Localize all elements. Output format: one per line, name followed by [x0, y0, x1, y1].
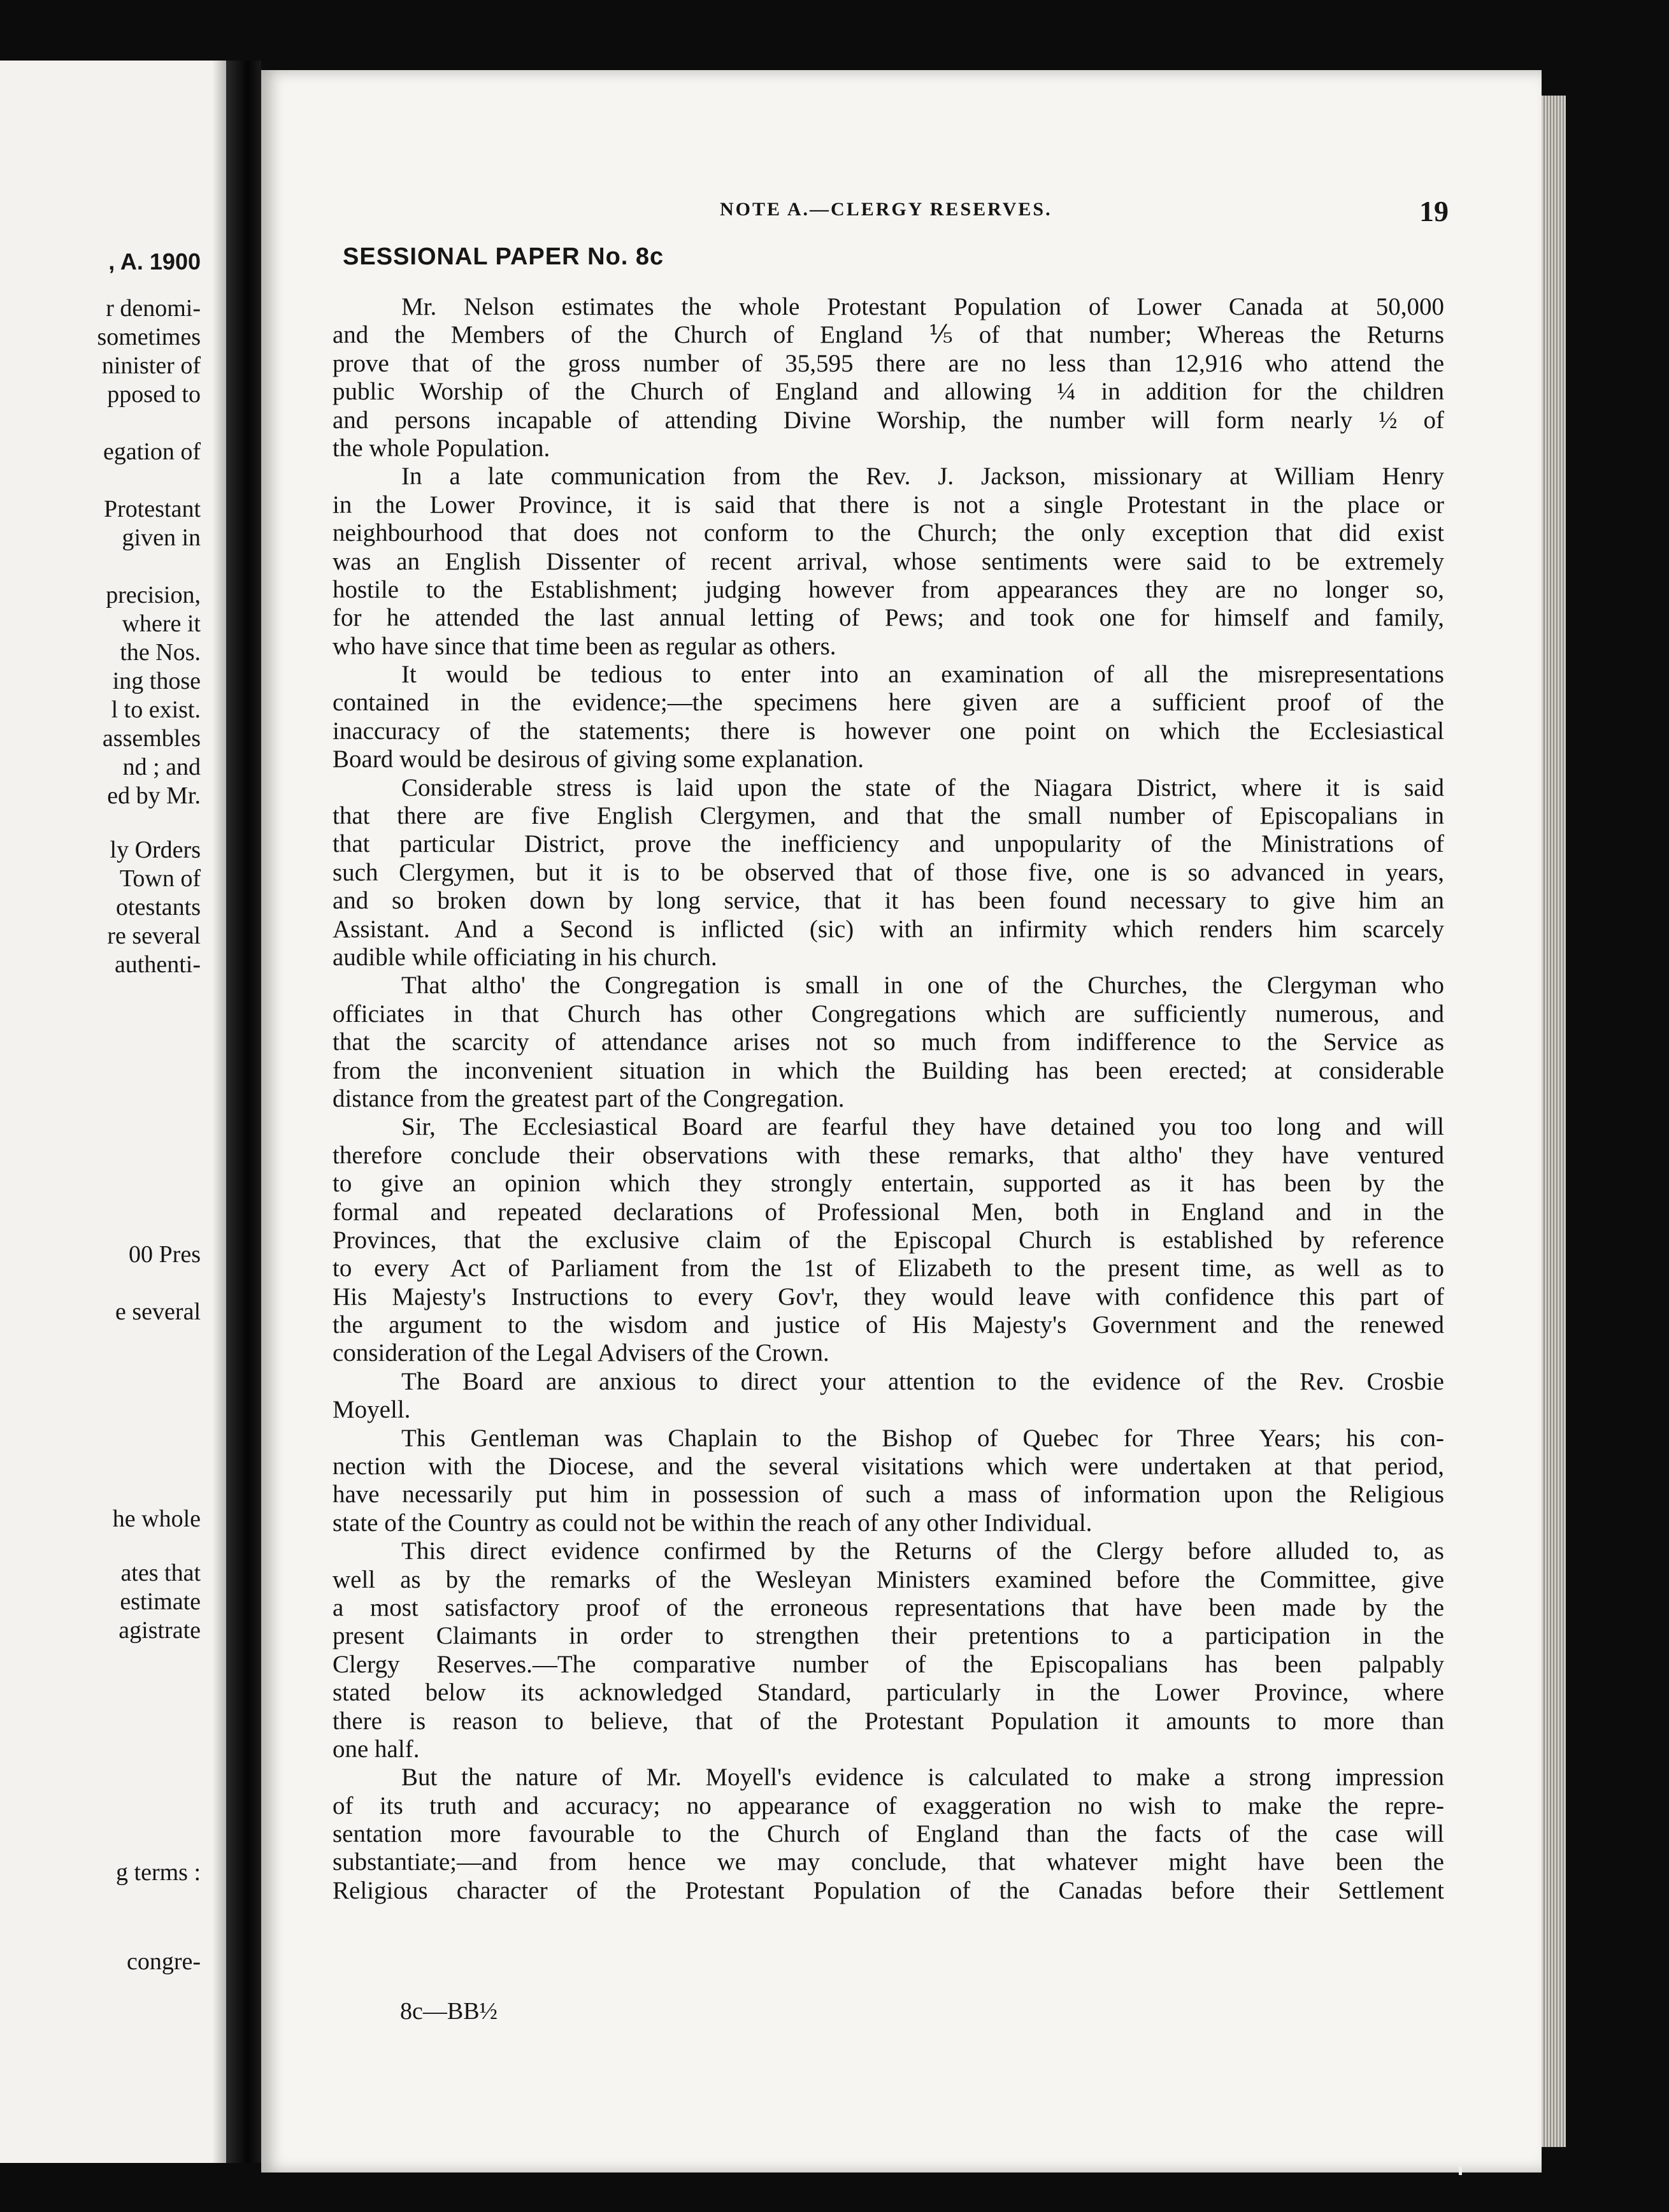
left-text-fragment: precision, [106, 582, 201, 608]
text-line: This direct evidence confirmed by the Returns of the Clergy before alluded to, as [401, 1537, 1444, 1565]
text-line: such Clergymen, but it is to be observed that of those five, one is so advanced in years, [333, 858, 1444, 886]
left-page-header: , A. 1900 [108, 248, 201, 275]
text-line: That altho' the Congregation is small in one of the Churches, the Clergyman who [401, 972, 1444, 1000]
text-line: that particular District, prove the inefficiency and unpopularity of the Ministrations of [333, 830, 1444, 858]
text-line: consideration of the Legal Advisers of the Crown. [333, 1339, 829, 1367]
body-text [333, 293, 1444, 1905]
text-line: to every Act of Parliament from the 1st of Elizabeth to the present time, as well as to [333, 1254, 1444, 1282]
text-line: inaccuracy of the statements; there is however one point on which the Ecclesiastical [333, 717, 1444, 745]
text-line: stated below its acknowledged Standard, particularly in the Lower Province, where [333, 1679, 1444, 1707]
left-text-fragment: ly Orders [110, 837, 201, 863]
text-line: was an English Dissenter of recent arrival, whose sentiments were said to be extremely [333, 547, 1444, 575]
text-line: well as by the remarks of the Wesleyan Ministers examined before the Committee, give [333, 1565, 1444, 1593]
text-line: from the inconvenient situation in which the Building has been erected; at considerable [333, 1056, 1444, 1084]
text-line: audible while officiating in his church. [333, 943, 717, 971]
left-text-fragment: ed by Mr. [107, 782, 201, 809]
text-line: sentation more favourable to the Church of England than the facts of the case will [333, 1820, 1444, 1848]
text-line: contained in the evidence;—the specimens here given are a sufficient proof of the [333, 689, 1444, 717]
text-line: It would be tedious to enter into an examination of all the misrepresentations [401, 661, 1444, 689]
page-stack-edge [1542, 96, 1566, 2147]
left-text-fragment: nd ; and [122, 754, 201, 780]
text-line: substantiate;—and from hence we may conclude, that whatever might have been the [333, 1848, 1444, 1876]
left-text-fragment: 00 Pres [129, 1241, 201, 1268]
text-line: for he attended the last annual letting of Pews; and took one for himself and family, [333, 604, 1444, 632]
left-text-fragment: the Nos. [120, 639, 201, 666]
left-text-fragment: sometimes [97, 324, 201, 350]
text-line: of its truth and accuracy; no appearance of exaggeration no wish to make the repre- [333, 1792, 1444, 1820]
text-line: His Majesty's Instructions to every Gov'r, they would leave with confidence this part of [333, 1282, 1444, 1311]
text-line: formal and repeated declarations of Professional Men, both in England and in the [333, 1198, 1444, 1226]
left-text-fragment: e several [115, 1298, 201, 1325]
text-line: and so broken down by long service, that it has been found necessary to give him an [333, 887, 1444, 915]
left-text-fragment: otestants [116, 894, 201, 921]
left-text-fragment: he whole [112, 1505, 201, 1532]
text-line: who have since that time been as regular as others. [333, 632, 836, 660]
left-text-fragment: where it [122, 610, 201, 637]
text-line: the argument to the wisdom and justice of His Majesty's Government and the renewed [333, 1311, 1444, 1339]
left-text-fragment: congre- [126, 1948, 201, 1975]
signature-mark: 8c—BB½ [400, 1998, 498, 2025]
text-line: Board would be desirous of giving some explanation. [333, 745, 864, 773]
text-line: Provinces, that the exclusive claim of the Episcopal Church is established by reference [333, 1226, 1444, 1254]
text-line: that there are five English Clergymen, and that the small number of Episcopalians in [333, 802, 1444, 830]
left-text-fragment: l to exist. [111, 696, 201, 723]
text-line: In a late communication from the Rev. J. Jackson, missionary at William Henry [401, 463, 1444, 491]
text-line: have necessarily put him in possession of such a mass of information upon the Religious [333, 1481, 1444, 1509]
left-text-fragment: ates that [120, 1560, 201, 1586]
text-line: Moyell. [333, 1396, 411, 1424]
text-line: Assistant. And a Second is inflicted (sic) with an infirmity which renders him scarcely [333, 915, 1444, 943]
text-line: Sir, The Ecclesiastical Board are fearful they have detained you too long and will [401, 1113, 1444, 1141]
scan-speck [1459, 2166, 1462, 2175]
text-line: The Board are anxious to direct your attention to the evidence of the Rev. Crosbie [401, 1367, 1444, 1395]
left-text-fragment: ing those [112, 668, 201, 694]
text-line: Considerable stress is laid upon the state of the Niagara District, where it is said [401, 773, 1444, 801]
text-line: there is reason to believe, that of the Protestant Population it amounts to more than [333, 1707, 1444, 1735]
left-text-fragment: pposed to [107, 381, 201, 408]
text-line: and the Members of the Church of England ⅕ of that number; Whereas the Returns [333, 321, 1444, 349]
text-line: the whole Population. [333, 434, 550, 462]
text-line: therefore conclude their observations with these remarks, that altho' they have ventured [333, 1141, 1444, 1169]
text-line: neighbourhood that does not conform to the Church; the only exception that did exist [333, 519, 1444, 547]
left-text-fragment: g terms : [116, 1859, 201, 1886]
text-line: officiates in that Church has other Congregations which are sufficiently numerous, and [333, 1000, 1444, 1028]
left-page-fragment [0, 61, 226, 2163]
page-number: 19 [1419, 195, 1449, 227]
left-text-fragment: Protestant [104, 496, 201, 522]
left-text-fragment: re several [107, 923, 201, 949]
text-line: nection with the Diocese, and the several visitations which were undertaken at that period, [333, 1453, 1444, 1481]
text-line: Clergy Reserves.—The comparative number of the Episcopalians has been palpably [333, 1650, 1444, 1678]
text-line: state of the Country as could not be within the reach of any other Individual. [333, 1509, 1092, 1537]
text-line: hostile to the Establishment; judging however from appearances they are no longer so, [333, 575, 1444, 603]
book-gutter [226, 61, 261, 2163]
text-line: But the nature of Mr. Moyell's evidence is calculated to make a strong impression [401, 1763, 1444, 1792]
text-line: public Worship of the Church of England and allowing ¼ in addition for the children [333, 378, 1444, 406]
left-text-fragment: estimate [120, 1588, 201, 1615]
text-line: to give an opinion which they strongly entertain, supported as it has been by the [333, 1170, 1444, 1198]
left-text-fragment: ninister of [101, 352, 201, 379]
text-line: distance from the greatest part of the Congregation. [333, 1084, 845, 1112]
text-line: a most satisfactory proof of the erroneous representations that have been made by the [333, 1593, 1444, 1621]
running-head: NOTE A.—CLERGY RESERVES. [720, 199, 1052, 220]
left-text-fragment: assembles [102, 725, 201, 752]
text-line: This Gentleman was Chaplain to the Bishop of Quebec for Three Years; his con- [401, 1424, 1444, 1452]
text-line: prove that of the gross number of 35,595 there are no less than 12,916 who attend the [333, 349, 1444, 377]
left-text-fragment: authenti- [114, 951, 201, 978]
left-text-fragment: Town of [119, 865, 201, 892]
sessional-paper-label: SESSIONAL PAPER No. 8c [343, 243, 664, 270]
left-text-fragment: agistrate [118, 1617, 201, 1644]
left-text-fragment: r denomi- [106, 295, 201, 322]
text-line: Religious character of the Protestant Population of the Canadas before their Settlement [333, 1876, 1444, 1904]
left-text-fragment: egation of [103, 438, 201, 465]
text-line: one half. [333, 1735, 420, 1763]
text-line: Mr. Nelson estimates the whole Protestant Population of Lower Canada at 50,000 [401, 293, 1444, 320]
left-text-fragment: given in [122, 524, 201, 551]
text-line: present Claimants in order to strengthen their pretentions to a participation in the [333, 1622, 1444, 1650]
text-line: in the Lower Province, it is said that there is not a single Protestant in the place or [333, 491, 1444, 519]
text-line: that the scarcity of attendance arises not so much from indifference to the Service as [333, 1028, 1444, 1056]
page-edge-shadow [212, 61, 226, 2163]
text-line: and persons incapable of attending Divine Worship, the number will form nearly ½ of [333, 406, 1444, 434]
